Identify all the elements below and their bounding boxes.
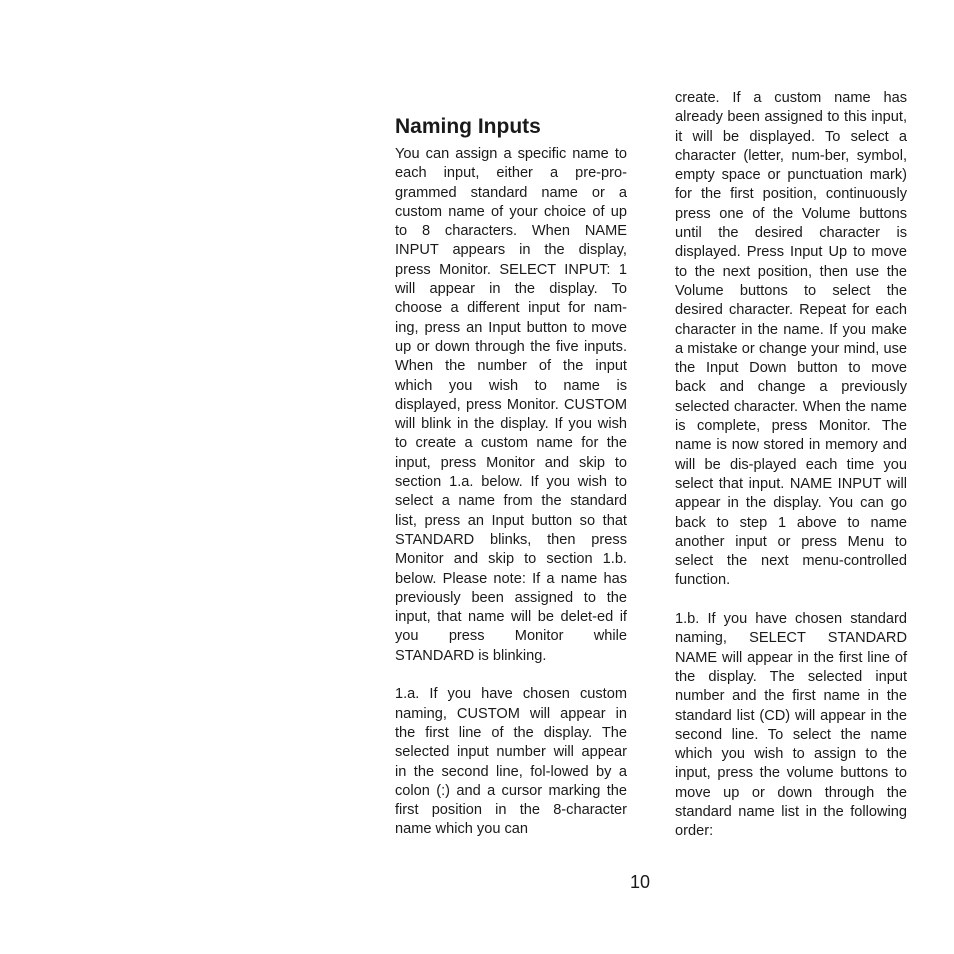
paragraph-gap <box>675 591 907 610</box>
custom-naming-continued-paragraph: create. If a custom name has already been assigned to this input, it will be displayed. To select a character (letter, num-ber, symbol, empty space or punctuation mark) for the first position, continuously press one of the Volume buttons until the desired character is displayed. Press Input Up to move to the next position, then use the Volume buttons to select the desired character. Repeat for each character in the name. If you make a mistake or change your mind, use the Input Down button to move back and change a previously selected character. When the name is complete, press Monitor. The name is now stored in memory and will be dis-played each time you select that input. NAME INPUT will appear in the display. You can go back to step 1 above to name another input or press Menu to select the next menu-controlled function. <box>675 90 907 589</box>
section-heading: Naming Inputs <box>395 115 541 138</box>
custom-naming-paragraph: 1.a. If you have chosen custom naming, CUSTOM will appear in the first line of the display. The selected input number will appear in the second line, fol-lowed by a colon (:) and a cursor marking the first position in the 8-character name which you can <box>395 686 627 838</box>
left-column <box>395 114 627 840</box>
right-column <box>675 89 907 842</box>
page-number: 10 <box>629 872 651 892</box>
intro-paragraph: You can assign a specific name to each input, either a pre-pro-grammed standard name or a custom name of your choice of up to 8 characters. When NAME INPUT appears in the display, press Monitor. SELECT INPUT: 1 will appear in the display. To choose a different input for nam-ing, press an Input button to move up or down through the five inputs. When the number of the input which you wish to name is displayed, press Monitor. CUSTOM will blink in the display. If you wish to create a custom name for the input, press Monitor and skip to section 1.a. below. If you wish to select a name from the standard list, press an Input button so that STANDARD blinks, then press Monitor and skip to section 1.b. below. Please note: If a name has previously been assigned to the input, that name will be delet-ed if you press Monitor while STANDARD is blinking. <box>395 146 627 664</box>
standard-naming-paragraph: 1.b. If you have chosen standard naming, SELECT STANDARD NAME will appear in the first line of the display. The selected input number and the first name in the standard list (CD) will appear in the second line. To select the name which you wish to assign to the input, press the volume buttons to move up or down through the standard name list in the following order: <box>675 611 907 840</box>
paragraph-gap <box>395 666 627 685</box>
